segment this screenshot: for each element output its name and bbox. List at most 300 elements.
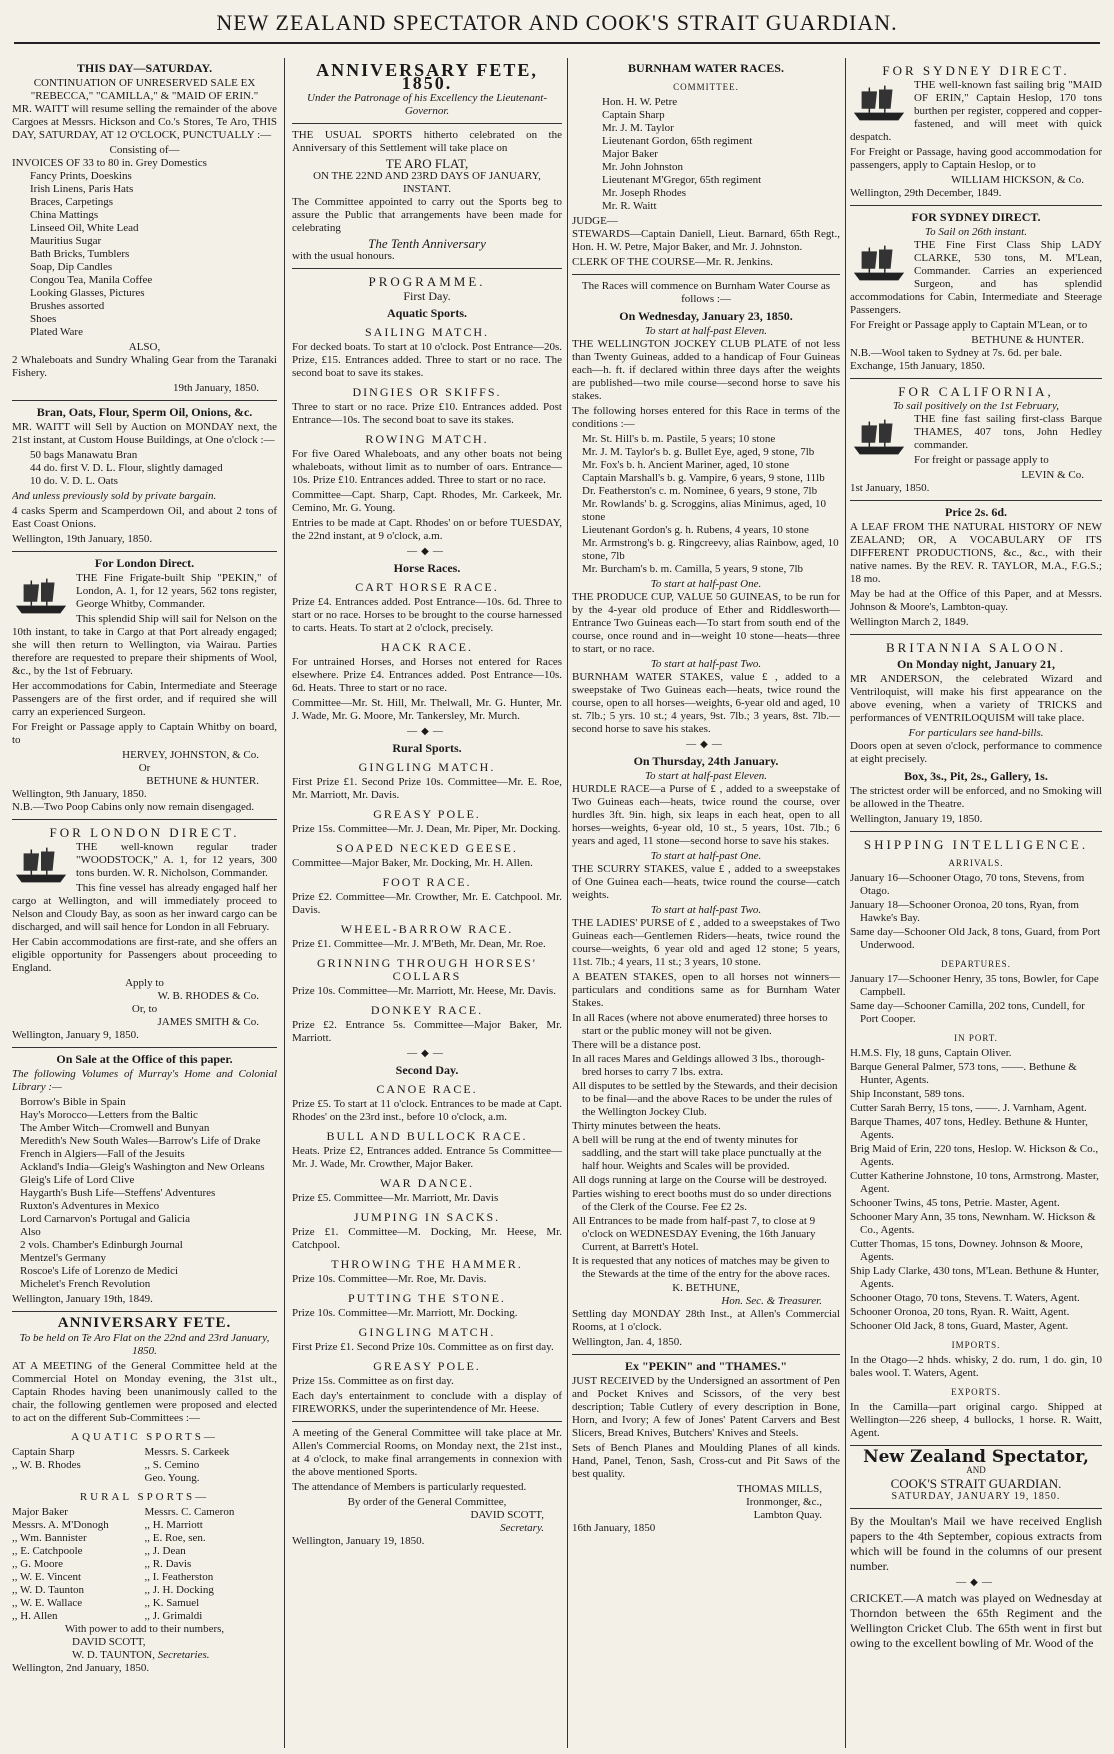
advert-body: JUST RECEIVED by the Undersigned an assortment of Pen and Pocket Knives and Scissors, of the very best description; Table Cutlery of every description in Bone, Horn, and Ivory; A few of Jones' Patent Carvers and Best Slicers, Bread Knives, Butchers' Knives and Steels. (572, 1375, 840, 1439)
committee-member: Mr. J. M. Taylor (602, 122, 674, 134)
column-3 (572, 58, 840, 1535)
advert-body: Sets of Bench Planes and Moulding Planes of all kinds. Hand, Panel, Tenon, Sash, Cross-cut and Pit Saws of the best quality. (572, 1442, 840, 1480)
books-advert (12, 1053, 277, 1306)
event-name: GINGLING MATCH. (358, 1325, 496, 1339)
editorial-paragraph: CRICKET.—A match was played on Wednesday at Thorndon between the 65th Regiment and the Wellington Cricket Club. The 65th went in first but owing to the excellent bowling of Mr. Wood of the (850, 1591, 1102, 1650)
start-time: To start at half-past Eleven. (644, 325, 768, 337)
committee-member: Lieutenant Gordon, 65th regiment (602, 135, 753, 147)
section-heading: Horse Races. (393, 561, 461, 575)
committee-member: Lieutenant M'Gregor, 65th regiment (602, 174, 762, 186)
member-name: ,, R. Davis (144, 1558, 192, 1570)
agent-name: Ironmonger, &c., (746, 1496, 822, 1508)
event-name: PUTTING THE STONE. (348, 1291, 506, 1305)
in-port-list (850, 1047, 1102, 1333)
goods-list (12, 449, 277, 488)
start-time: To start at half-past Two. (650, 904, 762, 916)
fireworks-text: Each day's entertainment to conclude with a display of FIREWORKS, under the superintendence of Mr. Heese. (292, 1390, 562, 1415)
fete-title: ANNIVERSARY FETE, 1850. (316, 60, 538, 93)
divider (850, 831, 1102, 832)
advert-text: Or, to (131, 1003, 158, 1015)
event-name: SAILING MATCH. (365, 325, 489, 339)
in-port-entry: Barque General Palmer, 573 tons, ——. Bethune & Hunter, Agents. (850, 1061, 1077, 1086)
subcommittee-title: AQUATIC SPORTS— (71, 1431, 218, 1443)
fete-place: TE ARO FLAT, (385, 156, 469, 171)
advert-body: AT A MEETING of the General Committee held at the Commercial Hotel on Monday evening, the 31st ult., Captain Rhodes having been unanimously called to the chair, the following gentlemen were proposed and elected to act on the different Sub-Committees :— (12, 1360, 277, 1424)
divider (850, 500, 1102, 501)
advert-text: Doors open at seven o'clock, performance to commence at eight precisely. (850, 740, 1102, 765)
event-details: Committee—Major Baker, Mr. Docking, Mr. H. Allen. (292, 857, 533, 869)
event-details: First Prize £1. Second Prize 10s. Committee as on first day. (292, 1341, 554, 1353)
advert-date: Wellington, January 19, 1850. (292, 1535, 425, 1547)
member-name: ,, I. Featherston (144, 1571, 214, 1583)
race-rule: Thirty minutes between the heats. (572, 1120, 721, 1132)
event-details: Prize 10s. Committee—Mr. Marriott, Mr. Heese, Mr. Davis. (292, 985, 556, 997)
meeting-text: The attendance of Members is particularly requested. (292, 1481, 527, 1493)
goods-item: Looking Glasses, Pictures (30, 287, 145, 299)
advert-date: Wellington, 2nd January, 1850. (12, 1662, 150, 1674)
horse-list (572, 433, 840, 576)
advert-title: THIS DAY—SATURDAY. (76, 61, 213, 75)
start-time: To start at half-past One. (650, 578, 762, 590)
advert-body: For freight or passage apply to (914, 454, 1049, 466)
ticket-prices: Box, 3s., Pit, 2s., Gallery, 1s. (904, 769, 1048, 783)
sale-advert (12, 62, 277, 395)
agent-name: Lambton Quay. (753, 1509, 822, 1521)
committee-text: Committee—Capt. Sharp, Capt. Rhodes, Mr. Carkeek, Mr. Cemino, Mr. G. Young. (292, 489, 562, 514)
advert-text: And unless previously sold by private bargain. (12, 490, 217, 502)
member-row (12, 1532, 277, 1545)
advert-title: BRITANNIA SALOON. (886, 640, 1066, 655)
member-name: Major Baker (12, 1506, 68, 1518)
divider (12, 1047, 277, 1048)
event-details: For decked boats. To start at 10 o'clock. Post Entrance—20s. Prize, £15. Entrances added. Three to start or no race. The second boat to save its stakes. (292, 341, 562, 379)
event-name: SOAPED NECKED GEESE. (336, 841, 518, 855)
fete-anniversary: The Tenth Anniversary (368, 236, 486, 251)
committee-member: Captain Sharp (602, 109, 665, 121)
member-name: ,, H. Marriott (144, 1519, 203, 1531)
advert-text: 2 Whaleboats and Sundry Whaling Gear from the Taranaki Fishery. (12, 354, 277, 379)
advert-title: FOR SYDNEY DIRECT. (882, 63, 1070, 78)
book-title: Meredith's New South Wales—Barrow's Life of Drake (20, 1135, 261, 1147)
in-port-entry: Schooner Mary Ann, 35 tons, Newnham. W. Hickson & Co., Agents. (850, 1211, 1096, 1236)
fete-body: The Committee appointed to carry out the Sports beg to assure the Public that arrangements have been made for celebrating (292, 196, 562, 234)
advert-body: Her accommodations for Cabin, Intermediate and Steerage Passengers are of the first order, and if required she will carry an experienced Surgeon. (12, 680, 277, 718)
divider (12, 1311, 277, 1312)
horse-entry: Mr. St. Hill's b. m. Pastile, 5 years; 10 stone (582, 433, 776, 445)
book-title: Ackland's India—Gleig's Washington and New Orleans (20, 1161, 265, 1173)
goods-list (12, 170, 277, 339)
goods-item: 50 bags Manawatu Bran (30, 449, 138, 461)
advert-text: For particulars see hand-bills. (908, 727, 1044, 739)
advert-title: Ex "PEKIN" and "THAMES." (624, 1359, 787, 1373)
subcommittee-list (12, 1506, 277, 1623)
meeting-text: By order of the General Committee, (347, 1496, 507, 1508)
race-rule: In all Races (where not above enumerated) three horses to start or the public money will not be given. (572, 1012, 828, 1037)
event-details: For untrained Horses, and Horses not entered for Races elsewhere. Prize £4. Entrances added. Post Entrance—10s. 6d. Heats. Three to start or no race. (292, 656, 562, 694)
column-rule (845, 58, 846, 1748)
goods-item: Soap, Dip Candles (30, 261, 113, 273)
event-list (292, 1083, 562, 1388)
fete-dates: ON THE 22ND AND 23RD DAYS OF JANUARY, INSTANT. (313, 170, 541, 195)
exports-text: In the Camilla—part original cargo. Shipped at Wellington—226 sheep, 4 bullocks, 1 horse. R. Waitt, Agent. (850, 1401, 1102, 1439)
clerk-text: CLERK OF THE COURSE—Mr. R. Jenkins. (572, 256, 773, 268)
advert-text: ALSO, (128, 341, 161, 353)
event-name: JUMPING IN SACKS. (353, 1210, 501, 1224)
start-time: To start at half-past Two. (650, 658, 762, 670)
editorial (850, 1447, 1102, 1651)
entries-text: Entries to be made at Capt. Rhodes' on or before TUESDAY, the 22nd instant, at 9 o'clock, a.m. (292, 517, 562, 542)
fete-notice (12, 1317, 277, 1675)
ship-icon (12, 574, 70, 618)
member-name: ,, H. Allen (12, 1610, 58, 1622)
advert-body: For Freight or Passage, having good accommodation for passengers, apply to Captain Heslop, or to (850, 146, 1102, 171)
section-heading: Rural Sports. (392, 741, 462, 755)
paper-subtitle: COOK'S STRAIT GUARDIAN. (890, 1476, 1062, 1491)
book-title: Also (20, 1226, 41, 1238)
subcommittee-title: RURAL SPORTS— (79, 1491, 210, 1503)
advert-text: Consisting of— (109, 144, 180, 156)
in-port-entry: Cutter Katherine Johnstone, 10 tons, Armstrong. Master, Agent. (850, 1170, 1099, 1195)
goods-item: Linseed Oil, White Lead (30, 222, 139, 234)
book-title: Gleig's Life of Lord Clive (20, 1174, 135, 1186)
divider (292, 1421, 562, 1422)
race-rule: There will be a distance post. (572, 1039, 701, 1051)
imports-text: In the Otago—2 hhds. whisky, 2 do. rum, 1 do. gin, 10 bales wool. T. Waters, Agent. (850, 1354, 1102, 1379)
race-text: THE WELLINGTON JOCKEY CLUB PLATE of not less than Twenty Guineas, added to a handicap of Four Guineas each—h. ft. if declared within three days after the weights are published—two mile course—second horse to save his stakes. (572, 338, 840, 402)
advert-body: Her Cabin accommodations are first-rate, and she offers an eligible opportunity for Passengers about proceeding to England. (12, 936, 277, 974)
race-text: THE LADIES' PURSE of £ , added to a sweepstakes of Two Guineas each—Gentlemen Riders—heats, twice round the course—weights, 6 year old and aged 12 stone; 5 years, 11st. 7lb.; 4 years, 11 st.; 3 years, 10 stone. (572, 917, 840, 968)
advert-body: MR ANDERSON, the celebrated Wizard and Ventriloquist, will make his first appearance on the above evening, when a variety of TRICKS and performances of VENTRILOQUISM will take place. (850, 673, 1102, 724)
divider-ornament: —◆— (686, 739, 726, 750)
committee-text: Committee—Mr. St. Hill, Mr. Thelwall, Mr. G. Hunter, Mr. J. Wade, Mr. G. Moore, Mr. Tankersley, Mr. Murch. (292, 697, 562, 722)
section-title: SHIPPING INTELLIGENCE. (863, 837, 1089, 852)
goods-item: Braces, Carpetings (30, 196, 114, 208)
event-details: Prize 15s. Committee—Mr. J. Dean, Mr. Piper, Mr. Docking. (292, 823, 561, 835)
agent-name: BETHUNE & HUNTER. (146, 775, 259, 787)
subsection-label: IMPORTS. (951, 1340, 1001, 1350)
event-list (292, 761, 562, 1045)
event-name: CANOE RACE. (376, 1082, 478, 1096)
subsection-label: EXPORTS. (951, 1387, 1001, 1397)
advert-text: With power to add to their numbers, (64, 1623, 225, 1635)
member-name: ,, K. Samuel (144, 1597, 200, 1609)
event-name: GRINNING THROUGH HORSES' COLLARS (317, 956, 537, 983)
member-name: Geo. Young. (144, 1472, 200, 1484)
advert-subtitle: The following Volumes of Murray's Home and Colonial Library :— (12, 1068, 277, 1093)
divider (292, 123, 562, 124)
member-name: ,, W. B. Rhodes (12, 1459, 81, 1471)
race-text: THE PRODUCE CUP, VALUE 50 GUINEAS, to be run for by the 4-year old produce of Ether and Riddlesworth—Entrance Two Guineas each—To start from south end of the course, once round and in—weight 10 stone—heats—three to start, or no race. (572, 591, 840, 655)
race-rule: All disputes to be settled by the Stewards, and their decision to be final—and the above Races to be under the rules of the Wellington Jockey Club. (572, 1080, 838, 1118)
ship-icon (850, 415, 908, 459)
race-text: Settling day MONDAY 28th Inst., at Allen's Commercial Rooms, at 1 o'clock. (572, 1308, 840, 1333)
column-4 (850, 58, 1102, 1655)
divider (850, 634, 1102, 635)
advert-date: Wellington, 19th January, 1850. (12, 533, 153, 545)
in-port-entry: Schooner Old Jack, 8 tons, Guard, Master, Agent. (850, 1320, 1069, 1332)
in-port-entry: Schooner Twins, 45 tons, Petrie. Master, Agent. (850, 1197, 1060, 1209)
event-details: First Prize £1. Second Prize 10s. Committee—Mr. E. Roe, Mr. Marriott, Mr. Davis. (292, 776, 562, 801)
divider (292, 268, 562, 269)
divider (850, 205, 1102, 206)
member-row (12, 1472, 277, 1485)
book-title: Borrow's Bible in Spain (20, 1096, 126, 1108)
member-row (12, 1459, 277, 1472)
event-details: Prize 10s. Committee—Mr. Marriott, Mr. Docking. (292, 1307, 518, 1319)
goods-item: Bath Bricks, Tumblers (30, 248, 130, 260)
race-rule: All dogs running at large on the Course will be destroyed. (572, 1174, 827, 1186)
member-row (12, 1558, 277, 1571)
event-details: Prize £4. Entrances added. Post Entrance—10s. 6d. Three to start or no race. Horses to be brought to the course harnessed to carts. Heats. To start at 2 o'clock, precisely. (292, 596, 562, 634)
event-details: Three to start or no race. Prize £10. Entrances added. Post Entrance—10s. The second boat to save its stakes. (292, 401, 562, 426)
arrivals-list (850, 872, 1102, 952)
advert-subtitle: On Monday night, January 21, (896, 657, 1056, 671)
committee-member: Mr. Joseph Rhodes (602, 187, 687, 199)
member-row (12, 1571, 277, 1584)
event-details: Prize £5. Committee—Mr. Marriott, Mr. Davis (292, 1192, 499, 1204)
divider (850, 1508, 1102, 1509)
goods-item: 10 do. V. D. L. Oats (30, 475, 118, 487)
shipping-intelligence (850, 838, 1102, 1440)
member-row (12, 1506, 277, 1519)
paper-title-and: AND (966, 1465, 986, 1475)
advert-date: 16th January, 1850 (572, 1522, 656, 1534)
goods-item: China Mattings (30, 209, 99, 221)
shipping-advert (12, 557, 277, 814)
agent-name: JAMES SMITH & Co. (157, 1016, 259, 1028)
advert-text: Apply to (125, 977, 164, 989)
masthead: NEW ZEALAND SPECTATOR AND COOK'S STRAIT GUARDIAN. (216, 10, 898, 35)
goods-item: Shoes (30, 313, 57, 325)
member-name: Messrs. A. M'Donogh (12, 1519, 109, 1531)
fete-text: with the usual honours. (292, 250, 395, 262)
advert-title: For London Direct. (94, 556, 195, 570)
event-name: HACK RACE. (380, 640, 473, 654)
advert-body: A LEAF FROM THE NATURAL HISTORY OF NEW ZEALAND; OR, A VOCABULARY OF ITS DIFFERENT PRODUCTIONS, &c., &c., with their native names. By the REV. R. TAYLOR, M.A., F.G.S.; 18 mo. (850, 521, 1102, 585)
arrival-entry: January 16—Schooner Otago, 70 tons, Stevens, from Otago. (850, 872, 1085, 897)
book-title: Michelet's French Revolution (20, 1278, 151, 1290)
advert-date: Wellington, 29th December, 1849. (850, 187, 1002, 199)
race-text: A BEATEN STAKES, open to all horses not winners—particulars and conditions same as for Burnham Water Stakes. (572, 971, 840, 1009)
agent-name: HERVEY, JOHNSTON, & Co. (122, 749, 259, 761)
committee-label: COMMITTEE. (673, 82, 739, 92)
horse-entry: Mr. J. M. Taylor's b. g. Bullet Eye, aged, 9 stone, 7lb (582, 446, 815, 458)
horse-entry: Mr. Rowlands' b. g. Scroggins, alias Minimus, aged, 10 stone (582, 498, 826, 523)
member-name: ,, W. D. Taunton (12, 1584, 85, 1596)
goods-item: Irish Linens, Paris Hats (30, 183, 134, 195)
race-rule: Parties wishing to erect booths must do so under directions of the Clerk of the Course. Fee £2 2s. (572, 1188, 832, 1213)
advert-body: MR. WAITT will Sell by Auction on MONDAY next, the 21st instant, at Custom House Buildings, at One o'clock :— (12, 421, 277, 446)
advert-date: Wellington, 9th January, 1850. (12, 788, 147, 800)
day-heading: On Wednesday, January 23, 1850. (619, 309, 793, 323)
member-name: ,, J. Grimaldi (144, 1610, 203, 1622)
advert-text: 4 casks Sperm and Scamperdown Oil, and about 2 tons of East Coast Onions. (12, 505, 277, 530)
horse-entry: Mr. Fox's b. h. Ancient Mariner, aged, 10 stone (582, 459, 790, 471)
divider (850, 1445, 1102, 1446)
event-details: Prize £1. Committee—M. Docking, Mr. Heese, Mr. Catchpool. (292, 1226, 562, 1251)
member-name: ,, E. Roe, sen. (144, 1532, 206, 1544)
meeting-text: A meeting of the General Committee will take place at Mr. Allen's Commercial Rooms, on Monday next, the 21st inst., at 4 o'clock, to make final arrangements in connexion with the above mentioned Sports. (292, 1427, 562, 1478)
member-name: ,, E. Catchpoole (12, 1545, 83, 1557)
in-port-entry: Ship Lady Clarke, 430 tons, M'Lean. Bethune & Hunter, Agents. (850, 1265, 1099, 1290)
advert-date: Wellington, Jan. 4, 1850. (572, 1336, 683, 1348)
column-1 (12, 58, 277, 1679)
divider (850, 378, 1102, 379)
advert-subtitle: CONTINUATION OF UNRESERVED SALE EX "REBECCA," "CAMILLA," & "MAID OF ERIN." (30, 77, 259, 102)
advert-date: Wellington, January 19, 1850. (850, 813, 983, 825)
book-title: 2 vols. Chamber's Edinburgh Journal (20, 1239, 183, 1251)
subsection-label: DEPARTURES. (941, 959, 1011, 969)
book-title: Lord Carnarvon's Portugal and Galicia (20, 1213, 190, 1225)
subcommittee-list (12, 1446, 277, 1485)
advert-date: Exchange, 15th January, 1850. (850, 360, 985, 372)
member-name: Messrs. C. Cameron (144, 1506, 235, 1518)
horse-entry: Dr. Featherston's c. m. Nominee, 6 years, 9 stone, 7lb (582, 485, 818, 497)
in-port-entry: Schooner Oronoa, 20 tons, Ryan. R. Waitt, Agent. (850, 1306, 1070, 1318)
advert-body: THE Fine First Class Ship LADY CLARKE, 530 tons, M. M'Lean, Commander. Carries an experienced Surgeon, and has splendid accommodations for Cabin, Intermediate and Steerage Passengers. (850, 239, 1102, 316)
divider (572, 274, 840, 275)
event-details: Prize £5. To start at 11 o'clock. Entrances to be made at Capt. Rhodes' on the 23rd inst., before 10 o'clock, a.m. (292, 1098, 562, 1123)
secretary-name: K. BETHUNE, (672, 1282, 740, 1294)
event-details: Prize £2. Committee—Mr. Crowther, Mr. E. Catchpool. Mr. Davis. (292, 891, 562, 916)
in-port-entry: Ship Inconstant, 589 tons. (850, 1088, 965, 1100)
member-row (12, 1545, 277, 1558)
secretary-label: Hon. Sec. & Treasurer. (721, 1295, 822, 1307)
advert-text: N.B.—Two Poop Cabins only now remain disengaged. (12, 801, 255, 813)
in-port-entry: Schooner Otago, 70 tons, Stevens. T. Waters, Agent. (850, 1292, 1080, 1304)
races-text: The Races will commence on Burnham Water Course as follows :— (581, 280, 831, 305)
member-name: Captain Sharp (12, 1446, 75, 1458)
judge-label: JUDGE— (572, 215, 618, 227)
event-details: Prize 10s. Committee—Mr. Roe, Mr. Davis. (292, 1273, 487, 1285)
event-list (292, 326, 562, 487)
book-title: Roscoe's Life of Lorenzo de Medici (20, 1265, 179, 1277)
horse-entry: Lieutenant Gordon's g. h. Rubens, 4 years, 10 stone (582, 524, 809, 536)
advert-date: Wellington, January 19th, 1849. (12, 1293, 153, 1305)
event-name: WHEEL-BARROW RACE. (340, 922, 514, 936)
saloon-advert (850, 641, 1102, 826)
member-name: Messrs. S. Carkeek (144, 1446, 230, 1458)
advert-title: ANNIVERSARY FETE. (57, 1315, 232, 1331)
event-name: GREASY POLE. (373, 1359, 481, 1373)
advert-text: Or (138, 762, 151, 774)
advert-body: THE Fine Frigate-built Ship "PEKIN," of London, A. 1, for 12 years, 562 tons register, George Whitby, Commander. (76, 572, 277, 610)
in-port-entry: H.M.S. Fly, 18 guns, Captain Oliver. (850, 1047, 1012, 1059)
event-details: For five Oared Whaleboats, and any other boats not being whaleboats, without limit as to number of oars. Entrance—10s. Prize £10. Entrances added. Three to start or no race. (292, 448, 562, 486)
divider (572, 1354, 840, 1355)
race-rule: A bell will be rung at the end of twenty minutes for saddling, and the start will take place punctually at the half hour. Weights and Scales will be provided. (572, 1134, 822, 1172)
secretary-name: W. D. TAUNTON, (72, 1649, 155, 1661)
advert-body: May be had at the Office of this Paper, and at Messrs. Johnson & Moore's, Lambton-quay. (850, 588, 1102, 613)
book-title: The Amber Witch—Cromwell and Bunyan (20, 1122, 210, 1134)
agent-name: THOMAS MILLS, (737, 1483, 822, 1495)
advert-date: Wellington, January 9, 1850. (12, 1029, 139, 1041)
divider (12, 400, 277, 401)
programme-title: PROGRAMME. (368, 274, 486, 289)
departures-list (850, 973, 1102, 1026)
advert-body: THE well-known fast sailing brig "MAID OF ERIN," Captain Heslop, 170 tons burthen per register, coppered and copper-fastened, and will meet with quick despatch. (850, 79, 1102, 143)
horse-entry: Mr. Armstrong's b. g. Ringcreevy, alias Rainbow, aged, 10 stone, 7lb (582, 537, 839, 562)
advert-date: Wellington March 2, 1849. (850, 616, 969, 628)
in-port-entry: Cutter Sarah Berry, 15 tons, ——. J. Varnham, Agent. (850, 1102, 1087, 1114)
ship-icon (12, 843, 70, 887)
advert-body: For Freight or Passage apply to Captain M'Lean, or to (850, 319, 1088, 331)
day-heading: First Day. (403, 289, 451, 303)
committee-member: Hon. H. W. Petre (602, 96, 678, 108)
column-rule (567, 58, 568, 1748)
advert-title: FOR LONDON DIRECT. (49, 825, 240, 840)
member-name (12, 1472, 145, 1485)
advert-body: For Freight or Passage apply to Captain Whitby on board, to (12, 721, 277, 746)
book-title: Haygarth's Bush Life—Steffens' Adventures (20, 1187, 216, 1199)
event-name: THROWING THE HAMMER. (331, 1257, 523, 1271)
committee-list (572, 96, 840, 213)
advert-body: THE well-known regular trader "WOODSTOCK," A. 1, for 12 years, 300 tons burden. W. R. Nicholson, Commander. (76, 841, 277, 879)
column-rule (284, 58, 285, 1748)
horse-entry: Captain Marshall's b. g. Vampire, 6 years, 9 stone, 11lb (582, 472, 825, 484)
book-price: Price 2s. 6d. (945, 505, 1007, 519)
event-details: Heats. Prize £2, Entrances added. Entrance 5s Committee—Mr. J. Wade, Mr. Crowther, Major Baker. (292, 1145, 562, 1170)
shipping-advert (850, 385, 1102, 495)
advert-body: This splendid Ship will sail for Nelson on the 10th instant, to take in Cargo at that Port already engaged; she will then return to Wellington, via Wairau. Parties therefore are requested to prepare their shipments of Wool, &c., by the 1st of February. (12, 613, 277, 677)
divider (12, 551, 277, 552)
secretary-name: DAVID SCOTT, (72, 1636, 146, 1648)
ship-icon (850, 81, 908, 125)
advert-text: The strictest order will be enforced, and no Smoking will be allowed in the Theatre. (850, 785, 1102, 810)
column-2 (292, 58, 562, 1548)
agent-name: WILLIAM HICKSON, & Co. (951, 174, 1084, 186)
goods-item: Fancy Prints, Doeskins (30, 170, 132, 182)
event-name: DONKEY RACE. (370, 1003, 484, 1017)
event-name: GINGLING MATCH. (358, 760, 496, 774)
ship-icon (850, 241, 908, 285)
agent-name: W. B. RHODES & Co. (157, 990, 259, 1002)
member-name: ,, W. E. Vincent (12, 1571, 82, 1583)
book-title: French in Algiers—Fall of the Jesuits (20, 1148, 185, 1160)
advert-subtitle: To Sail on 26th instant. (925, 226, 1027, 238)
event-name: WAR DANCE. (380, 1176, 474, 1190)
shipping-advert (850, 211, 1102, 373)
member-row (12, 1519, 277, 1532)
stewards-text: STEWARDS—Captain Daniell, Lieut. Barnard, 65th Regt., Hon. H. W. Petre, Major Baker, and Mr. J. Johnston. (572, 228, 840, 253)
advert-subtitle: To sail positively on the 1st February, (892, 400, 1060, 412)
event-list (292, 581, 562, 695)
goods-item: Brushes assorted (30, 300, 105, 312)
rules-list (572, 1012, 840, 1281)
advert-subtitle: To be held on Te Aro Flat on the 22nd and 23rd January, 1850. (19, 1332, 270, 1357)
book-advert (850, 506, 1102, 629)
advert-title: On Sale at the Office of this paper. (56, 1052, 233, 1066)
subsection-label: IN PORT. (954, 1033, 998, 1043)
advert-body: This fine vessel has already engaged half her cargo at Wellington, and will immediately proceed to Nelson and Cloudy Bay, as soon as her inward cargo can be discharged, and will sail hence for London in all February. (12, 882, 277, 933)
divider-ornament: —◆— (956, 1577, 996, 1588)
departure-entry: January 17—Schooner Henry, 35 tons, Bowler, for Cape Campbell. (850, 973, 1099, 998)
horse-entry: Mr. Burcham's b. m. Camilla, 5 years, 9 stone, 7lb (582, 563, 804, 575)
race-text: The following horses entered for this Race in terms of the conditions :— (572, 405, 840, 430)
goods-item: Plated Ware (30, 326, 83, 338)
day-heading: On Thursday, 24th January. (633, 754, 779, 768)
advert-body: THE fine fast sailing first-class Barque THAMES, 407 tons, John Hedley commander. (914, 413, 1102, 451)
goods-item: Mauritius Sugar (30, 235, 102, 247)
committee-member: Major Baker (602, 148, 658, 160)
race-rule: It is requested that any notices of matches may be given to the Stewards at the time of the entry for the above races. (572, 1255, 831, 1280)
race-rule: All Entrances to be made from half-past 7, to close at 9 o'clock on WEDNESDAY Evening, the 16th January Current, at Barrett's Hotel. (572, 1215, 816, 1253)
book-title: Ruxton's Adventures in Mexico (20, 1200, 160, 1212)
in-port-entry: Brig Maid of Erin, 220 tons, Heslop. W. Hickson & Co., Agents. (850, 1143, 1099, 1168)
secretary-label: Secretary. (500, 1522, 544, 1534)
books-list (12, 1096, 277, 1291)
divider-ornament: —◆— (407, 1048, 447, 1059)
